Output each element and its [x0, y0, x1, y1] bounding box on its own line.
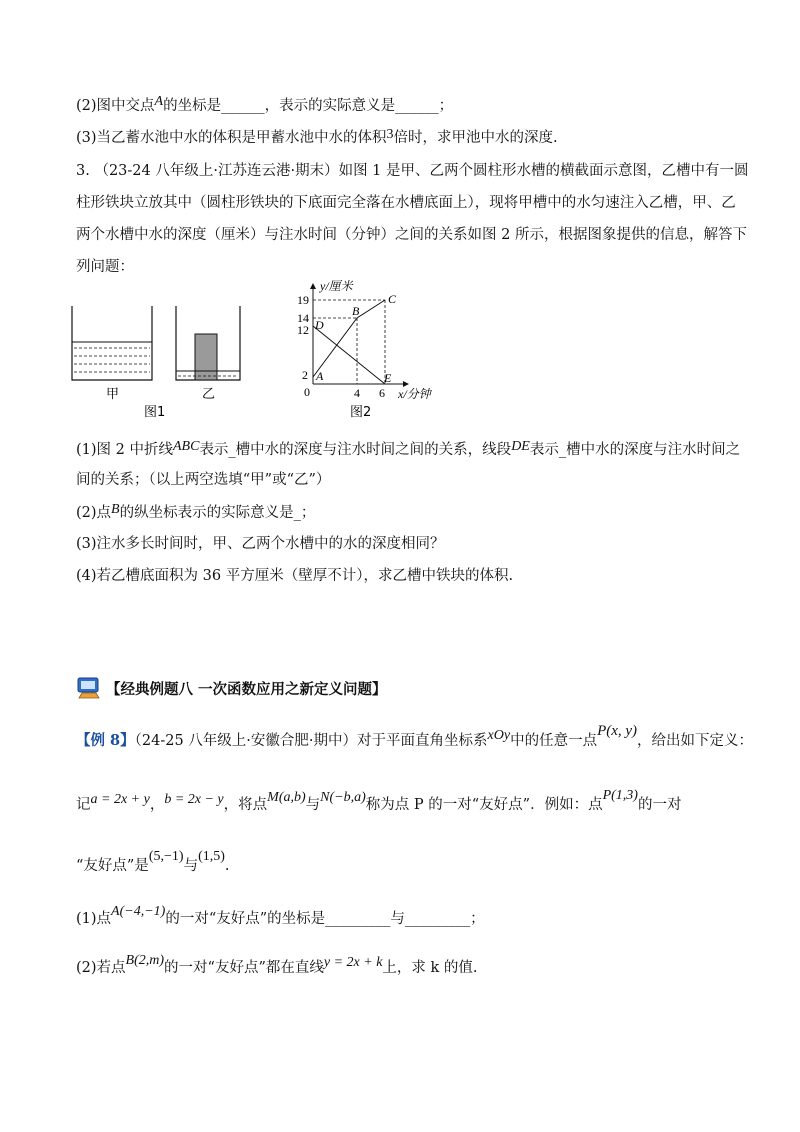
text: ； — [470, 911, 485, 927]
text: 中的任意一点 — [510, 733, 598, 749]
example8-line1 — [76, 723, 754, 752]
text: (1)点 — [76, 911, 112, 927]
figure-1-caption: 图1 — [144, 405, 166, 420]
problem3-line3: 两个水槽中水的深度（厘米）与注水时间（分钟）之间的关系如图 2 所示，根据图象提供的信息，解答下 — [76, 227, 747, 243]
point-label-b: B — [352, 304, 360, 318]
label-jia: 甲 — [106, 387, 120, 402]
text: (2)点 — [76, 505, 112, 521]
y-tick-19: 19 — [297, 293, 309, 307]
math-xoy: xOy — [487, 728, 511, 743]
answer-blank: ______ — [395, 98, 439, 114]
y-tick-12: 12 — [297, 323, 309, 337]
text: 称为点 P 的一对“友好点”．例如：点 — [365, 797, 603, 813]
math-b: B — [111, 502, 120, 517]
text: 表示_槽中水的深度与注水时间之间的关系，线段 — [199, 442, 512, 458]
origin-label: 0 — [304, 385, 310, 399]
x-tick-4: 4 — [354, 386, 360, 400]
answer-blank: _________ — [404, 911, 471, 927]
text: 上，求 k 的值. — [382, 960, 478, 976]
math-point-5-neg1: (5,−1) — [148, 849, 184, 864]
text: (3)当乙蓄水池中水的体积是甲蓄水池中水的体积 — [76, 130, 387, 146]
point-label-a: A — [316, 369, 324, 383]
example8-question2 — [76, 953, 478, 979]
segment-de — [313, 326, 385, 384]
math-n: N(−b,a) — [320, 790, 366, 805]
math-m: M(a,b) — [267, 790, 306, 805]
tank-yi — [176, 306, 240, 380]
text: (1)图 2 中折线 — [76, 442, 173, 458]
text: （24-25 八年级上·安徽合肥·期中）对于平面直角坐标系 — [134, 733, 488, 749]
problem3-line1: 3. （23-24 八年级上·江苏连云港·期末）如图 1 是甲、乙两个圆柱形水槽的横截面示意图，乙槽中有一圆 — [76, 163, 749, 179]
math-a-def: a = 2x + y — [90, 792, 150, 807]
question-3-line — [76, 128, 558, 149]
text: ； — [438, 98, 454, 114]
problem3-line4: 列问题： — [76, 259, 134, 275]
text: ，将点 — [223, 797, 268, 813]
math-point-1-5: (1,5) — [198, 849, 225, 864]
text: 与 — [390, 911, 405, 927]
x-axis-label: x/分钟 — [398, 387, 431, 401]
text: 与 — [305, 797, 321, 813]
label-yi: 乙 — [202, 387, 216, 402]
y-tick-2: 2 — [302, 368, 308, 382]
text: . — [224, 858, 230, 874]
text: 与 — [183, 858, 199, 874]
problem3-line2: 柱形铁块立放其中（圆柱形铁块的下底面完全落在水槽底面上），现将甲槽中的水匀速注入乙槽，甲、乙 — [76, 195, 736, 211]
sub-question-1-line2: 间的关系；（以上两空选填“甲”或“乙”） — [76, 472, 331, 488]
text: 的一对 — [637, 797, 682, 813]
text: 表示_槽中水的深度与注水时间之 — [529, 442, 741, 458]
point-label-e: E — [384, 371, 392, 385]
x-tick-6: 6 — [379, 386, 385, 400]
computer-icon — [76, 676, 102, 700]
polyline-abc — [313, 300, 385, 377]
sub-question-3: (3)注水多长时间时，甲、乙两个水槽中的水的深度相同？ — [76, 536, 445, 552]
text: ，给出如下定义： — [637, 733, 754, 749]
answer-blank: ______ — [221, 98, 265, 114]
tank-jia — [72, 306, 152, 380]
question-2-line — [76, 96, 453, 117]
math-de: DE — [511, 439, 530, 454]
figure-2-graph — [280, 276, 450, 420]
point-label-d: D — [315, 318, 324, 332]
text: (2)图中交点 — [76, 98, 155, 114]
section-title: 【经典例题八 一次函数应用之新定义问题】 — [106, 680, 387, 698]
y-axis-label: y/厘米 — [320, 279, 353, 293]
figure-1-tanks — [60, 300, 260, 420]
math-p13: P(1,3) — [602, 788, 638, 803]
example-tag: 【例 8】 — [76, 732, 135, 749]
point-label-c: C — [388, 292, 397, 306]
text: 的一对“友好点”的坐标是 — [165, 911, 326, 927]
answer-blank: _________ — [325, 911, 391, 927]
text: (2)若点 — [76, 960, 126, 976]
example8-question1 — [76, 904, 485, 930]
sub-question-4: (4)若乙槽底面积为 36 平方厘米（壁厚不计），求乙槽中铁块的体积. — [76, 568, 514, 584]
sub-question-2 — [76, 503, 315, 524]
text: 倍时，求甲池中水的深度. — [393, 130, 558, 146]
figure-2-caption: 图2 — [350, 405, 372, 420]
section-header — [76, 676, 387, 700]
example8-line2 — [76, 788, 682, 816]
y-tick-14: 14 — [297, 311, 309, 325]
text: “友好点”是 — [76, 858, 149, 874]
math-p-xy: P(x, y) — [597, 723, 638, 739]
math-b-def: b = 2x − y — [164, 792, 224, 807]
text: 的坐标是 — [163, 98, 222, 114]
text: ， — [149, 797, 165, 813]
example8-line3 — [76, 849, 230, 877]
math-abc: ABC — [172, 439, 200, 454]
math-number: 3 — [386, 127, 394, 142]
sub-question-1-line1 — [76, 440, 740, 461]
math-point-a: A — [154, 94, 164, 109]
iron-block — [195, 334, 217, 380]
math-point-a: A(−4,−1) — [111, 904, 166, 919]
text: 的纵坐标表示的实际意义是_； — [119, 505, 316, 521]
text: ，表示的实际意义是 — [264, 98, 396, 114]
text: 的一对“友好点”都在直线 — [164, 960, 324, 976]
text: 记 — [76, 797, 91, 813]
math-point-b: B(2,m) — [125, 953, 165, 968]
math-line-eq: y = 2x + k — [323, 955, 383, 970]
